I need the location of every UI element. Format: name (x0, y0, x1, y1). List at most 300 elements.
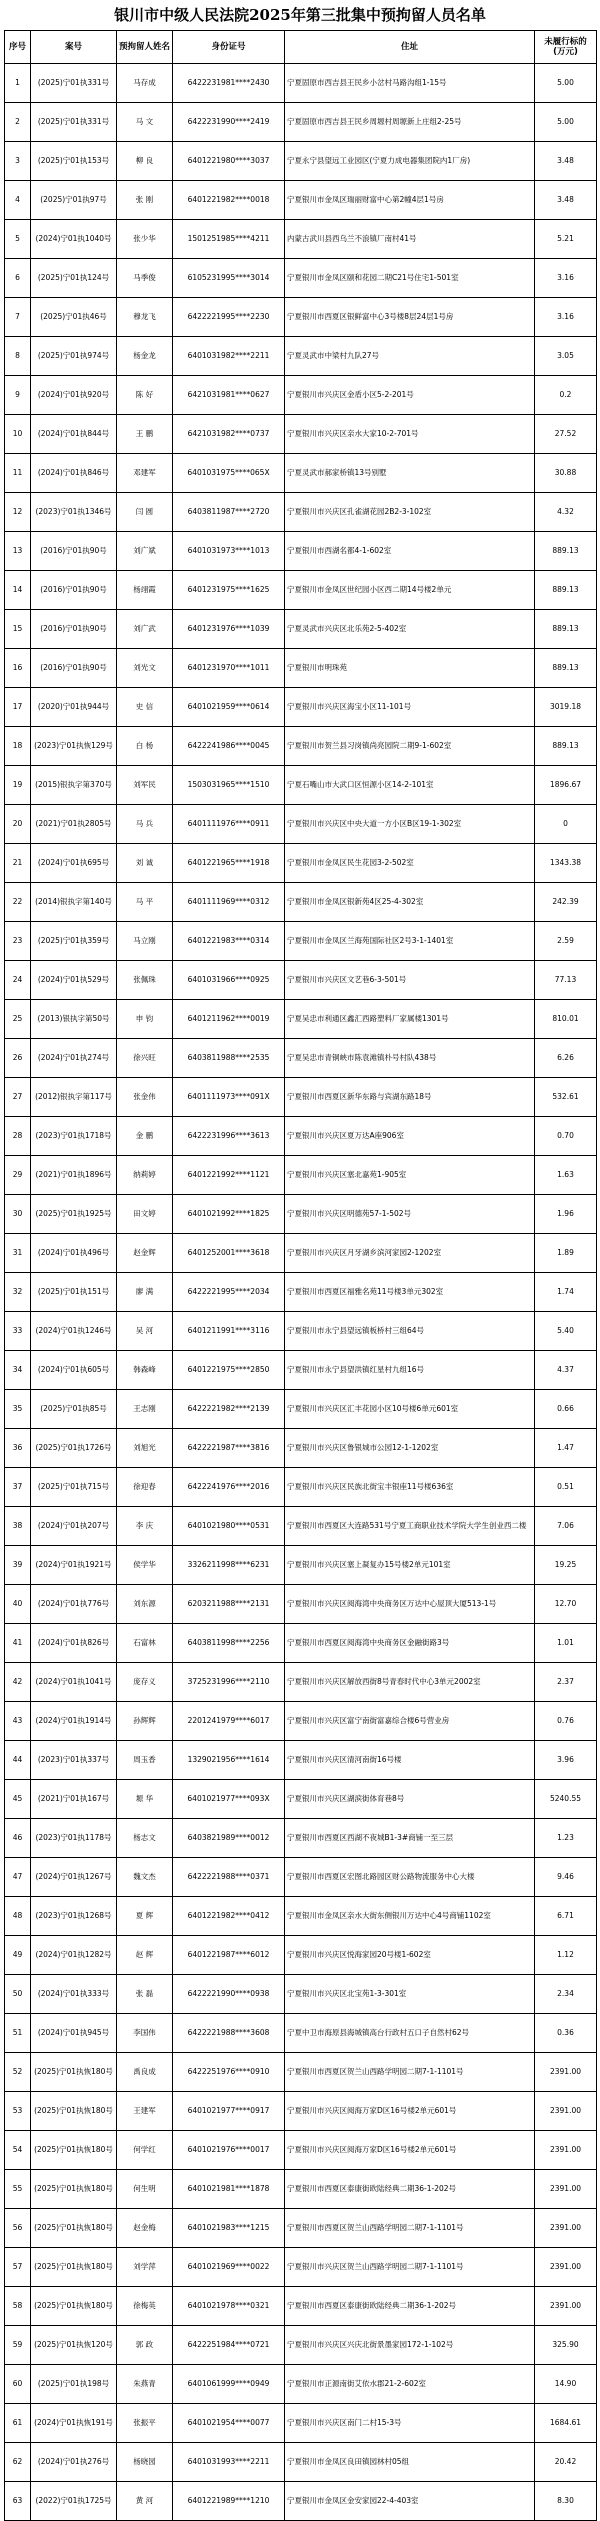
row-address: 宁夏银川市西夏区泰康街欧陆经典二期36-1-202号 (285, 2287, 535, 2326)
row-case-no: (2016)宁01执90号 (31, 571, 117, 610)
row-name: 孙辉辉 (117, 1702, 173, 1741)
row-amount: 0.76 (535, 1702, 597, 1741)
row-address: 宁夏银川市明珠苑 (285, 649, 535, 688)
row-case-no: (2024)宁01执1921号 (31, 1546, 117, 1585)
row-case-no: (2025)宁01执恢180号 (31, 2209, 117, 2248)
table-row (5, 571, 597, 610)
table-row (5, 64, 597, 103)
row-name: 马立刚 (117, 922, 173, 961)
row-address: 宁夏永宁县望远工业园区(宁夏力成电器集团院内1厂房) (285, 142, 535, 181)
row-amount: 325.90 (535, 2326, 597, 2365)
row-address: 宁夏银川市兴庆区解放西街8号青春时代中心3单元2002室 (285, 1663, 535, 1702)
row-address: 宁夏银川市金凤区民生花园3-2-502室 (285, 844, 535, 883)
table-row (5, 1273, 597, 1312)
row-amount: 3.16 (535, 259, 597, 298)
row-address: 宁夏银川市兴庆区悦海家园20号楼1-602室 (285, 1936, 535, 1975)
row-amount: 6.26 (535, 1039, 597, 1078)
row-name: 马 文 (117, 103, 173, 142)
row-index: 54 (5, 2131, 31, 2170)
table-row (5, 454, 597, 493)
row-name: 张金伟 (117, 1078, 173, 1117)
row-index: 43 (5, 1702, 31, 1741)
row-id-number: 6422221995****2034 (173, 1273, 285, 1312)
table-row (5, 532, 597, 571)
table-row (5, 2404, 597, 2443)
row-name: 马季俊 (117, 259, 173, 298)
row-id-number: 1501251985****4211 (173, 220, 285, 259)
row-id-number: 6401021954****0077 (173, 2404, 285, 2443)
row-id-number: 6401221965****1918 (173, 844, 285, 883)
row-id-number: 6401061999****0949 (173, 2365, 285, 2404)
row-case-no: (2024)宁01执333号 (31, 1975, 117, 2014)
row-index: 36 (5, 1429, 31, 1468)
row-amount: 5.21 (535, 220, 597, 259)
row-id-number: 6401221975****2850 (173, 1351, 285, 1390)
table-row (5, 1351, 597, 1390)
row-amount: 3.05 (535, 337, 597, 376)
header-id-number: 身份证号 (173, 31, 285, 64)
row-id-number: 6401252001****3618 (173, 1234, 285, 1273)
row-case-no: (2025)宁01执46号 (31, 298, 117, 337)
row-index: 38 (5, 1507, 31, 1546)
row-index: 62 (5, 2443, 31, 2482)
row-case-no: (2025)宁01执359号 (31, 922, 117, 961)
row-case-no: (2016)宁01执90号 (31, 532, 117, 571)
row-id-number: 6401221992****1121 (173, 1156, 285, 1195)
row-case-no: (2025)宁01执恢180号 (31, 2131, 117, 2170)
row-name: 赵金梅 (117, 2209, 173, 2248)
row-amount: 242.39 (535, 883, 597, 922)
table-row (5, 610, 597, 649)
row-name: 杨金龙 (117, 337, 173, 376)
table-row (5, 1546, 597, 1585)
row-amount: 2391.00 (535, 2053, 597, 2092)
row-index: 48 (5, 1897, 31, 1936)
row-name: 闫 圆 (117, 493, 173, 532)
row-case-no: (2024)宁01执1267号 (31, 1858, 117, 1897)
table-row (5, 922, 597, 961)
row-address: 宁夏银川市西夏区银鲜富中心3号楼8层24层1号房 (285, 298, 535, 337)
row-address: 宁夏银川市兴庆区明德苑57-1-502号 (285, 1195, 535, 1234)
row-name: 郭 政 (117, 2326, 173, 2365)
row-name: 魏文杰 (117, 1858, 173, 1897)
table-row (5, 1780, 597, 1819)
row-index: 8 (5, 337, 31, 376)
row-index: 49 (5, 1936, 31, 1975)
row-amount: 1.96 (535, 1195, 597, 1234)
row-name: 陈 好 (117, 376, 173, 415)
row-name: 张少华 (117, 220, 173, 259)
row-name: 徐迎春 (117, 1468, 173, 1507)
row-name: 张 磊 (117, 1975, 173, 2014)
row-address: 宁夏银川市兴庆区富宁南街富嘉综合楼6号营业房 (285, 1702, 535, 1741)
row-index: 60 (5, 2365, 31, 2404)
row-address: 宁夏银川市兴庆区民族北街宝丰银座11号楼636室 (285, 1468, 535, 1507)
row-amount: 3.48 (535, 181, 597, 220)
row-case-no: (2024)宁01执274号 (31, 1039, 117, 1078)
table-row (5, 2443, 597, 2482)
row-id-number: 6401221982****0018 (173, 181, 285, 220)
row-name: 张 刚 (117, 181, 173, 220)
row-name: 申 钧 (117, 1000, 173, 1039)
row-amount: 14.90 (535, 2365, 597, 2404)
row-id-number: 6403811987****2720 (173, 493, 285, 532)
row-address: 宁夏银川市兴庆区阅海万家D区16号楼2单元601号 (285, 2092, 535, 2131)
row-address: 宁夏银川市兴庆区夏万达A座906室 (285, 1117, 535, 1156)
row-name: 李国伟 (117, 2014, 173, 2053)
row-address: 内蒙古武川县西乌兰不浪镇厂南村41号 (285, 220, 535, 259)
row-case-no: (2025)宁01执恢180号 (31, 2053, 117, 2092)
table-row (5, 2365, 597, 2404)
row-id-number: 6401031966****0925 (173, 961, 285, 1000)
row-amount: 20.42 (535, 2443, 597, 2482)
row-address: 宁夏银川市西夏区大连路531号宁夏工商职业技术学院大学生创业西二楼 (285, 1507, 535, 1546)
row-index: 26 (5, 1039, 31, 1078)
row-address: 宁夏银川市金凤区世纪园小区西二期14号楼2单元 (285, 571, 535, 610)
row-address: 宁夏银川市金凤区颐和花园二期C21号住宅1-501室 (285, 259, 535, 298)
row-amount: 5240.55 (535, 1780, 597, 1819)
row-id-number: 6422251984****0721 (173, 2326, 285, 2365)
row-amount: 1684.61 (535, 2404, 597, 2443)
row-address: 宁夏银川市正源南街艾依水郡21-2-602室 (285, 2365, 535, 2404)
row-index: 17 (5, 688, 31, 727)
row-address: 宁夏银川市兴庆区南门二村15-3号 (285, 2404, 535, 2443)
row-address: 宁夏吴忠市青铜峡市陈袁滩镇朴号村队438号 (285, 1039, 535, 1078)
row-name: 刘 诚 (117, 844, 173, 883)
row-address: 宁夏银川市兴庆区孔雀湖花园2B2-3-102室 (285, 493, 535, 532)
row-amount: 2.37 (535, 1663, 597, 1702)
row-id-number: 6421031981****0627 (173, 376, 285, 415)
header-name: 预拘留人姓名 (117, 31, 173, 64)
row-case-no: (2024)宁01执1914号 (31, 1702, 117, 1741)
row-case-no: (2014)银执字第140号 (31, 883, 117, 922)
row-address: 宁夏银川市金凤区良田镇园林村05组 (285, 2443, 535, 2482)
table-header-row (5, 31, 597, 64)
row-amount: 3.96 (535, 1741, 597, 1780)
row-name: 廖 满 (117, 1273, 173, 1312)
row-case-no: (2015)银执字第370号 (31, 766, 117, 805)
row-name: 马 平 (117, 883, 173, 922)
row-name: 何学红 (117, 2131, 173, 2170)
row-address: 宁夏银川市兴庆区中央大道一方小区B区19-1-302室 (285, 805, 535, 844)
page-title: 银川市中级人民法院2025年第三批集中预拘留人员名单 (114, 6, 486, 24)
row-case-no: (2024)宁01执1041号 (31, 1663, 117, 1702)
row-name: 张振平 (117, 2404, 173, 2443)
row-name: 张佩珠 (117, 961, 173, 1000)
table-row (5, 1819, 597, 1858)
row-case-no: (2025)宁01执恢180号 (31, 2248, 117, 2287)
row-amount: 1896.67 (535, 766, 597, 805)
row-amount: 5.00 (535, 103, 597, 142)
row-address: 宁夏银川市兴庆区阅海万家D区16号楼2单元601号 (285, 2131, 535, 2170)
row-amount: 77.13 (535, 961, 597, 1000)
row-address: 宁夏银川市兴庆区兴庆北街景墨家园172-1-102号 (285, 2326, 535, 2365)
row-id-number: 6401021969****0022 (173, 2248, 285, 2287)
row-name: 周玉香 (117, 1741, 173, 1780)
row-name: 禹良成 (117, 2053, 173, 2092)
row-case-no: (2022)宁01执1725号 (31, 2482, 117, 2521)
table-row (5, 298, 597, 337)
row-index: 24 (5, 961, 31, 1000)
row-id-number: 6401231975****1625 (173, 571, 285, 610)
row-amount: 889.13 (535, 532, 597, 571)
row-id-number: 6401031975****065X (173, 454, 285, 493)
row-case-no: (2024)宁01执695号 (31, 844, 117, 883)
row-address: 宁夏银川市西夏区阅海湾中央商务区金融街路3号 (285, 1624, 535, 1663)
row-index: 45 (5, 1780, 31, 1819)
row-amount: 1.01 (535, 1624, 597, 1663)
row-name: 徐梅英 (117, 2287, 173, 2326)
detainee-table (4, 30, 597, 2521)
row-index: 46 (5, 1819, 31, 1858)
row-address: 宁夏银川市兴庆区湖滨街体育巷8号 (285, 1780, 535, 1819)
row-index: 7 (5, 298, 31, 337)
row-id-number: 6401111969****0312 (173, 883, 285, 922)
row-index: 21 (5, 844, 31, 883)
row-case-no: (2025)宁01执151号 (31, 1273, 117, 1312)
row-name: 王志刚 (117, 1390, 173, 1429)
row-address: 宁夏银川市西夏区西湖不夜城B1-3#商铺一至三层 (285, 1819, 535, 1858)
row-amount: 12.70 (535, 1585, 597, 1624)
table-row (5, 649, 597, 688)
table-row (5, 766, 597, 805)
row-id-number: 6403821989****0012 (173, 1819, 285, 1858)
row-amount: 810.01 (535, 1000, 597, 1039)
row-case-no: (2023)宁01执1346号 (31, 493, 117, 532)
row-address: 宁夏银川市兴庆区清河南街16号楼 (285, 1741, 535, 1780)
row-index: 6 (5, 259, 31, 298)
row-amount: 1.12 (535, 1936, 597, 1975)
row-amount: 1.23 (535, 1819, 597, 1858)
row-index: 3 (5, 142, 31, 181)
row-name: 田文婷 (117, 1195, 173, 1234)
row-address: 宁夏银川市兴庆区北宝苑1-3-301室 (285, 1975, 535, 2014)
row-index: 34 (5, 1351, 31, 1390)
row-id-number: 6401021980****0531 (173, 1507, 285, 1546)
table-row (5, 1156, 597, 1195)
row-amount: 2391.00 (535, 2209, 597, 2248)
row-id-number: 6401021977****0917 (173, 2092, 285, 2131)
row-index: 14 (5, 571, 31, 610)
row-name: 王 鹏 (117, 415, 173, 454)
row-id-number: 6105231995****3014 (173, 259, 285, 298)
row-case-no: (2024)宁01执1282号 (31, 1936, 117, 1975)
row-id-number: 6422231990****2419 (173, 103, 285, 142)
row-index: 23 (5, 922, 31, 961)
row-index: 58 (5, 2287, 31, 2326)
row-case-no: (2024)宁01执恢191号 (31, 2404, 117, 2443)
row-id-number: 6401111973****091X (173, 1078, 285, 1117)
row-case-no: (2025)宁01执恢180号 (31, 2092, 117, 2131)
row-id-number: 1503031965****1510 (173, 766, 285, 805)
row-amount: 8.30 (535, 2482, 597, 2521)
header-index: 序号 (5, 31, 31, 64)
row-address: 宁夏银川市金凤区银新苑4区25-4-302室 (285, 883, 535, 922)
row-name: 刘学萍 (117, 2248, 173, 2287)
table-row (5, 1975, 597, 2014)
row-name: 赵金辉 (117, 1234, 173, 1273)
row-case-no: (2021)宁01执2805号 (31, 805, 117, 844)
row-id-number: 6422221982****2139 (173, 1390, 285, 1429)
row-index: 59 (5, 2326, 31, 2365)
table-row (5, 1078, 597, 1117)
row-case-no: (2024)宁01执276号 (31, 2443, 117, 2482)
row-id-number: 6401031982****2211 (173, 337, 285, 376)
row-amount: 2.34 (535, 1975, 597, 2014)
row-name: 刘光文 (117, 649, 173, 688)
row-name: 黄 河 (117, 2482, 173, 2521)
row-amount: 0.70 (535, 1117, 597, 1156)
row-address: 宁夏银川市兴庆区金盾小区5-2-201号 (285, 376, 535, 415)
table-row (5, 1624, 597, 1663)
row-amount: 4.32 (535, 493, 597, 532)
row-case-no: (2021)宁01执167号 (31, 1780, 117, 1819)
row-address: 宁夏银川市贺兰县习岗镇尚亮园院二期9-1-602室 (285, 727, 535, 766)
row-address: 宁夏银川市兴庆区亲水大家10-2-701号 (285, 415, 535, 454)
row-id-number: 6422231981****2430 (173, 64, 285, 103)
row-case-no: (2013)银执字第50号 (31, 1000, 117, 1039)
row-address: 宁夏银川市西湖名都4-1-602室 (285, 532, 535, 571)
row-case-no: (2023)宁01执337号 (31, 1741, 117, 1780)
row-address: 宁夏石嘴山市大武口区恒源小区14-2-101室 (285, 766, 535, 805)
row-index: 55 (5, 2170, 31, 2209)
table-row (5, 805, 597, 844)
row-id-number: 3326211998****6231 (173, 1546, 285, 1585)
row-index: 15 (5, 610, 31, 649)
row-case-no: (2025)宁01执恢180号 (31, 2287, 117, 2326)
row-address: 宁夏银川市永宁县望远镇板桥村三组64号 (285, 1312, 535, 1351)
row-case-no: (2025)宁01执331号 (31, 64, 117, 103)
row-id-number: 6401211991****3116 (173, 1312, 285, 1351)
table-row (5, 2209, 597, 2248)
row-amount: 1.74 (535, 1273, 597, 1312)
row-index: 47 (5, 1858, 31, 1897)
row-amount: 3019.18 (535, 688, 597, 727)
row-index: 5 (5, 220, 31, 259)
row-name: 杨翊霞 (117, 571, 173, 610)
row-case-no: (2021)宁01执1896号 (31, 1156, 117, 1195)
row-amount: 5.00 (535, 64, 597, 103)
row-case-no: (2024)宁01执1246号 (31, 1312, 117, 1351)
table-row (5, 1897, 597, 1936)
row-address: 宁夏银川市兴庆区月牙湖乡滨河家园2-1202室 (285, 1234, 535, 1273)
row-amount: 2391.00 (535, 2092, 597, 2131)
row-address: 宁夏银川市兴庆区海宝小区11-101号 (285, 688, 535, 727)
row-case-no: (2025)宁01执715号 (31, 1468, 117, 1507)
table-row (5, 2248, 597, 2287)
row-index: 61 (5, 2404, 31, 2443)
row-amount: 3.16 (535, 298, 597, 337)
row-index: 11 (5, 454, 31, 493)
row-case-no: (2025)宁01执97号 (31, 181, 117, 220)
row-case-no: (2025)宁01执85号 (31, 1390, 117, 1429)
row-id-number: 6422221988****0371 (173, 1858, 285, 1897)
row-index: 9 (5, 376, 31, 415)
row-index: 39 (5, 1546, 31, 1585)
table-row (5, 103, 597, 142)
row-amount: 889.13 (535, 649, 597, 688)
table-row (5, 1117, 597, 1156)
table-row (5, 1585, 597, 1624)
row-address: 宁夏银川市金凤区兰海苑国际社区2号3-1-1401室 (285, 922, 535, 961)
row-name: 杨志文 (117, 1819, 173, 1858)
row-amount: 3.48 (535, 142, 597, 181)
row-name: 穆龙飞 (117, 298, 173, 337)
row-case-no: (2025)宁01执198号 (31, 2365, 117, 2404)
row-index: 30 (5, 1195, 31, 1234)
table-row (5, 2131, 597, 2170)
row-name: 石富林 (117, 1624, 173, 1663)
row-case-no: (2025)宁01执1925号 (31, 1195, 117, 1234)
row-id-number: 6401221980****3037 (173, 142, 285, 181)
row-amount: 4.37 (535, 1351, 597, 1390)
row-case-no: (2025)宁01执153号 (31, 142, 117, 181)
table-row (5, 1468, 597, 1507)
row-amount: 9.46 (535, 1858, 597, 1897)
row-id-number: 6401021976****0017 (173, 2131, 285, 2170)
row-id-number: 6421031982****0737 (173, 415, 285, 454)
table-row (5, 1234, 597, 1273)
table-row (5, 883, 597, 922)
row-index: 18 (5, 727, 31, 766)
table-row (5, 2092, 597, 2131)
row-address: 宁夏银川市西夏区新华东路与宾湖东路18号 (285, 1078, 535, 1117)
row-name: 李 庆 (117, 1507, 173, 1546)
row-name: 徐兴旺 (117, 1039, 173, 1078)
row-id-number: 6401111976****0911 (173, 805, 285, 844)
row-amount: 2391.00 (535, 2248, 597, 2287)
table-row (5, 2287, 597, 2326)
row-amount: 27.52 (535, 415, 597, 454)
table-row (5, 688, 597, 727)
row-name: 侯学华 (117, 1546, 173, 1585)
row-name: 塬 华 (117, 1780, 173, 1819)
row-case-no: (2025)宁01执1726号 (31, 1429, 117, 1468)
table-row (5, 1741, 597, 1780)
row-id-number: 6401221982****0412 (173, 1897, 285, 1936)
row-address: 宁夏银川市兴庆区贺兰山西路学明园二期7-1-1101号 (285, 2248, 535, 2287)
table-row (5, 220, 597, 259)
table-row (5, 961, 597, 1000)
table-row (5, 2014, 597, 2053)
table-body (5, 64, 597, 2521)
header-address: 住址 (285, 31, 535, 64)
row-address: 宁夏灵武市郝家桥镇13号别墅 (285, 454, 535, 493)
row-index: 2 (5, 103, 31, 142)
row-id-number: 6401021992****1825 (173, 1195, 285, 1234)
row-name: 韩森峰 (117, 1351, 173, 1390)
row-name: 赵 辉 (117, 1936, 173, 1975)
row-amount: 0.66 (535, 1390, 597, 1429)
row-case-no: (2016)宁01执90号 (31, 649, 117, 688)
row-name: 刘广武 (117, 610, 173, 649)
row-id-number: 6401211962****0019 (173, 1000, 285, 1039)
row-amount: 2391.00 (535, 2131, 597, 2170)
table-row (5, 1000, 597, 1039)
row-index: 32 (5, 1273, 31, 1312)
row-name: 庞存义 (117, 1663, 173, 1702)
row-address: 宁夏银川市西夏区泰康街欧陆经典二期36-1-202号 (285, 2170, 535, 2209)
row-address: 宁夏银川市永宁县望洪镇红星村九组16号 (285, 1351, 535, 1390)
table-row (5, 2482, 597, 2521)
row-address: 宁夏银川市兴庆区文艺巷6-3-501号 (285, 961, 535, 1000)
row-name: 刘军民 (117, 766, 173, 805)
row-index: 44 (5, 1741, 31, 1780)
row-amount: 1343.38 (535, 844, 597, 883)
row-case-no: (2025)宁01执124号 (31, 259, 117, 298)
row-id-number: 6401021977****093X (173, 1780, 285, 1819)
table-row (5, 2053, 597, 2092)
